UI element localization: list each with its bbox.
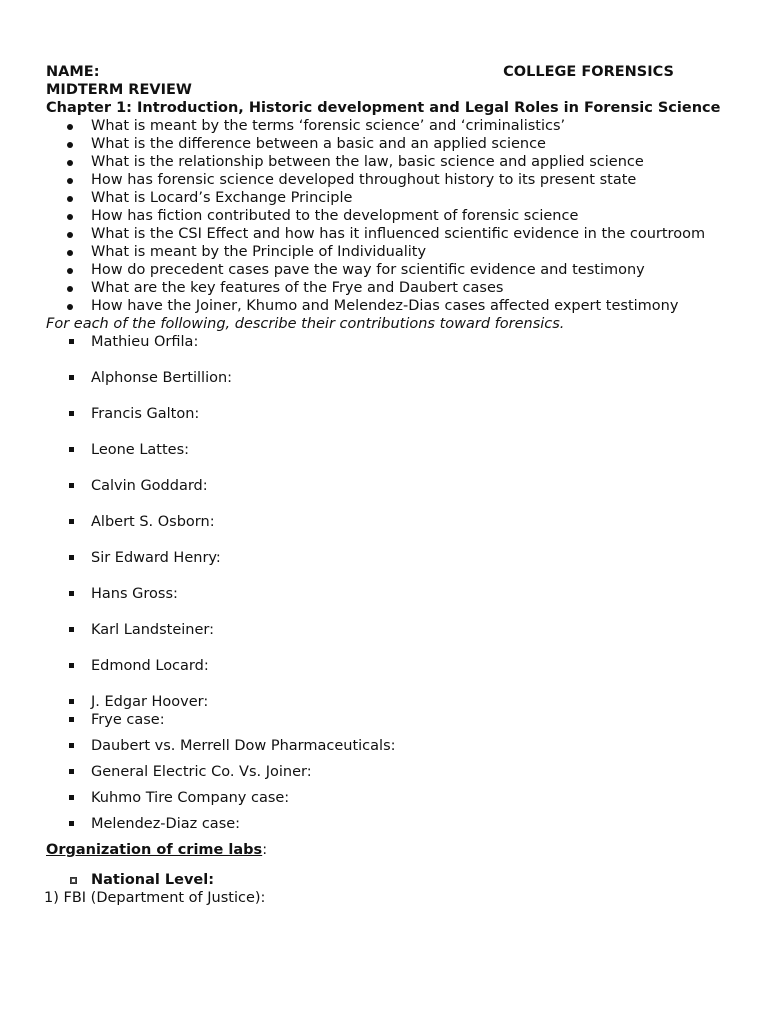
bullet-icon [67, 196, 73, 202]
review-questions [46, 117, 726, 315]
question-item: What is the relationship between the law, basic science and applied science [46, 153, 726, 171]
fbi-line: 1) FBI (Department of Justice): [44, 890, 266, 906]
document-page [46, 63, 726, 907]
square-bullet-icon [69, 339, 74, 344]
question-item: What is meant by the terms ‘forensic science’ and ‘criminalistics’ [46, 117, 726, 135]
question-item: What is the CSI Effect and how has it influenced scientific evidence in the courtroom [46, 225, 726, 243]
list-item: Sir Edward Henry: [46, 549, 726, 567]
bullet-icon [67, 268, 73, 274]
bullet-icon [67, 250, 73, 256]
list-item: Melendez-Diaz case: [46, 815, 726, 833]
bullet-icon [67, 142, 73, 148]
national-level-item: National Level: [46, 871, 726, 889]
list-item: Frye case: [46, 711, 726, 729]
square-bullet-icon [69, 717, 74, 722]
question-item: What is meant by the Principle of Individuality [46, 243, 726, 261]
square-bullet-icon [69, 591, 74, 596]
square-bullet-icon [69, 411, 74, 416]
list-item: General Electric Co. Vs. Joiner: [46, 763, 726, 781]
course-title: COLLEGE FORENSICS [503, 64, 674, 80]
contributors-list [46, 333, 726, 833]
square-bullet-icon [70, 877, 77, 884]
question-item: What is Locard’s Exchange Principle [46, 189, 726, 207]
document-title: MIDTERM REVIEW [46, 82, 192, 98]
bullet-icon [67, 286, 73, 292]
bullet-icon [67, 160, 73, 166]
square-bullet-icon [69, 743, 74, 748]
list-item: Karl Landsteiner: [46, 621, 726, 639]
bullet-icon [67, 178, 73, 184]
list-item: Calvin Goddard: [46, 477, 726, 495]
question-item: How do precedent cases pave the way for scientific evidence and testimony [46, 261, 726, 279]
question-item: How has forensic science developed throughout history to its present state [46, 171, 726, 189]
question-item: What is the difference between a basic and an applied science [46, 135, 726, 153]
question-item: How has fiction contributed to the development of forensic science [46, 207, 726, 225]
list-item: Kuhmo Tire Company case: [46, 789, 726, 807]
list-item: Hans Gross: [46, 585, 726, 603]
square-bullet-icon [69, 769, 74, 774]
square-bullet-icon [69, 821, 74, 826]
square-bullet-icon [69, 555, 74, 560]
list-item: Mathieu Orfila: [46, 333, 726, 351]
bullet-icon [67, 232, 73, 238]
square-bullet-icon [69, 627, 74, 632]
bullet-icon [67, 214, 73, 220]
bullet-icon [67, 304, 73, 310]
square-bullet-icon [69, 375, 74, 380]
square-bullet-icon [69, 519, 74, 524]
square-bullet-icon [69, 447, 74, 452]
organization-heading: Organization of crime labs: [46, 842, 268, 858]
list-item: Daubert vs. Merrell Dow Pharmaceuticals: [46, 737, 726, 755]
list-item: Alphonse Bertillion: [46, 369, 726, 387]
bullet-icon [67, 124, 73, 130]
square-bullet-icon [69, 663, 74, 668]
list-item: Leone Lattes: [46, 441, 726, 459]
organization-title: Organization of crime labs [46, 842, 263, 858]
chapter-heading: Chapter 1: Introduction, Historic development and Legal Roles in Forensic Science [46, 100, 721, 116]
list-item: Albert S. Osborn: [46, 513, 726, 531]
question-item: How have the Joiner, Khumo and Melendez-Dias cases affected expert testimony [46, 297, 726, 315]
list-item: Francis Galton: [46, 405, 726, 423]
list-item: J. Edgar Hoover: [46, 693, 726, 711]
list-item: Edmond Locard: [46, 657, 726, 675]
square-bullet-icon [69, 699, 74, 704]
contributions-intro: For each of the following, describe their contributions toward forensics. [46, 316, 565, 332]
square-bullet-icon [69, 483, 74, 488]
name-label: NAME: [46, 64, 100, 80]
header-row [46, 63, 726, 81]
square-bullet-icon [69, 795, 74, 800]
question-item: What are the key features of the Frye and Daubert cases [46, 279, 726, 297]
